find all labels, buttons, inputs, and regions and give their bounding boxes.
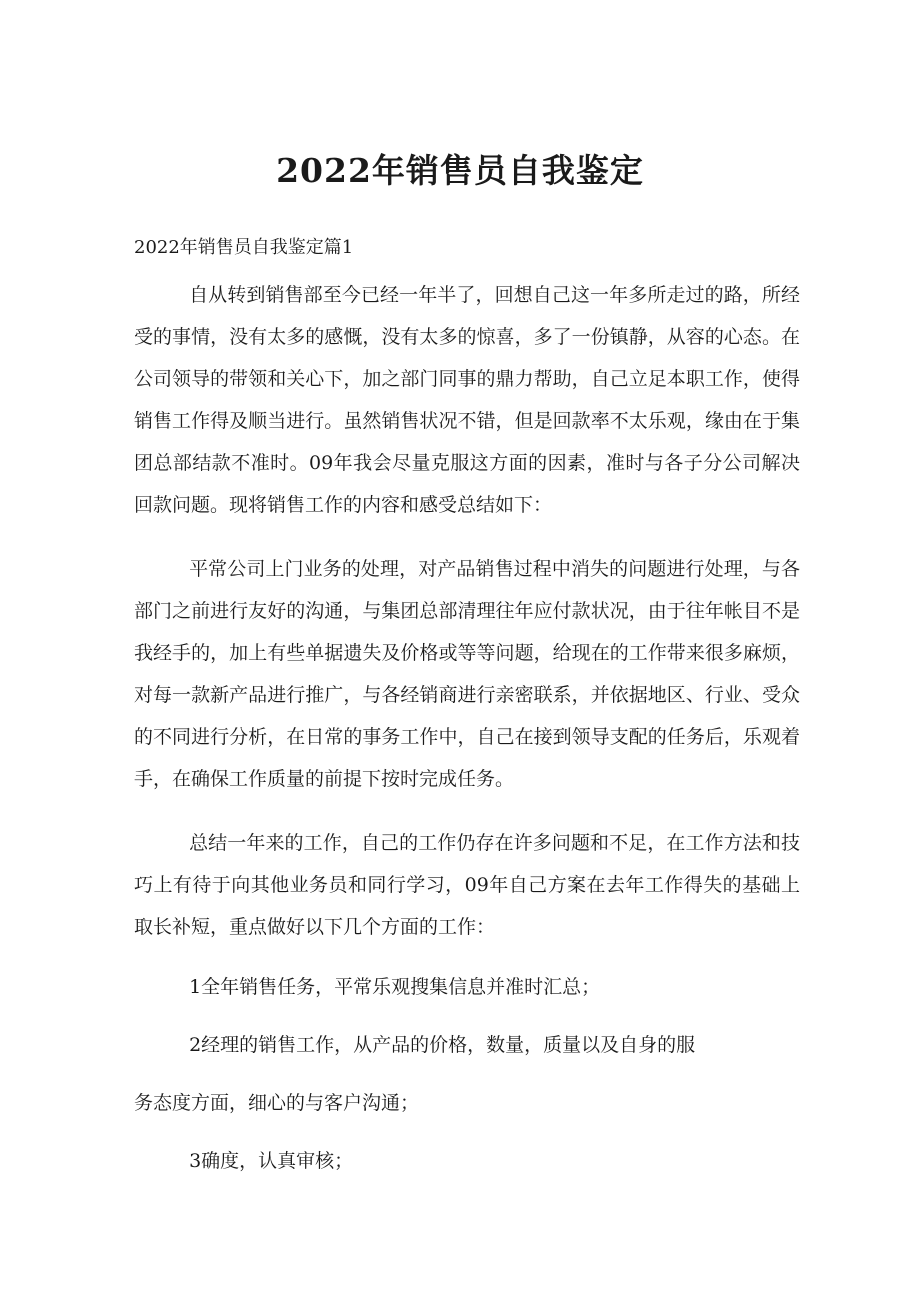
document-body [134, 274, 800, 1202]
paragraph-1: 自从转到销售部至今已经一年半了，回想自己这一年多所走过的路，所经受的事情，没有太多的感慨，没有太多的惊喜，多了一份镇静，从容的心态。在公司领导的带领和关心下，加之部门同事的鼎力帮助，自己立足本职工作，使得销售工作得及顺当进行。虽然销售状况不错，但是回款率不太乐观，缘由在于集团总部结款不准时。09年我会尽量克服这方面的因素，准时与各子分公司解决回款问题。现将销售工作的内容和感受总结如下： [134, 284, 800, 516]
list-item-1: 1全年销售任务，平常乐观搜集信息并准时汇总； [189, 976, 601, 998]
list-item-2: 2经理的销售工作，从产品的价格，数量，质量以及自身的服 [189, 1034, 696, 1056]
list-item-2-continued: 务态度方面，细心的与客户沟通； [134, 1092, 420, 1114]
paragraph-2: 平常公司上门业务的处理，对产品销售过程中消失的问题进行处理，与各部门之前进行友好的沟通，与集团总部清理往年应付款状况，由于往年帐目不是我经手的，加上有些单据遗失及价格或等等问题，给现在的工作带来很多麻烦，对每一款新产品进行推广，与各经销商进行亲密联系，并依据地区、行业、受众的不同进行分析，在日常的事务工作中，自己在接到领导支配的任务后，乐观着手，在确保工作质量的前提下按时完成任务。 [134, 558, 800, 790]
document-title: 2022年销售员自我鉴定 [276, 151, 644, 190]
section-heading: 2022年销售员自我鉴定篇1 [134, 237, 354, 258]
list-item-3: 3确度，认真审核； [189, 1150, 354, 1172]
paragraph-3: 总结一年来的工作，自己的工作仍存在许多问题和不足，在工作方法和技巧上有待于向其他业务员和同行学习，09年自己方案在去年工作得失的基础上取长补短，重点做好以下几个方面的工作： [134, 832, 800, 938]
